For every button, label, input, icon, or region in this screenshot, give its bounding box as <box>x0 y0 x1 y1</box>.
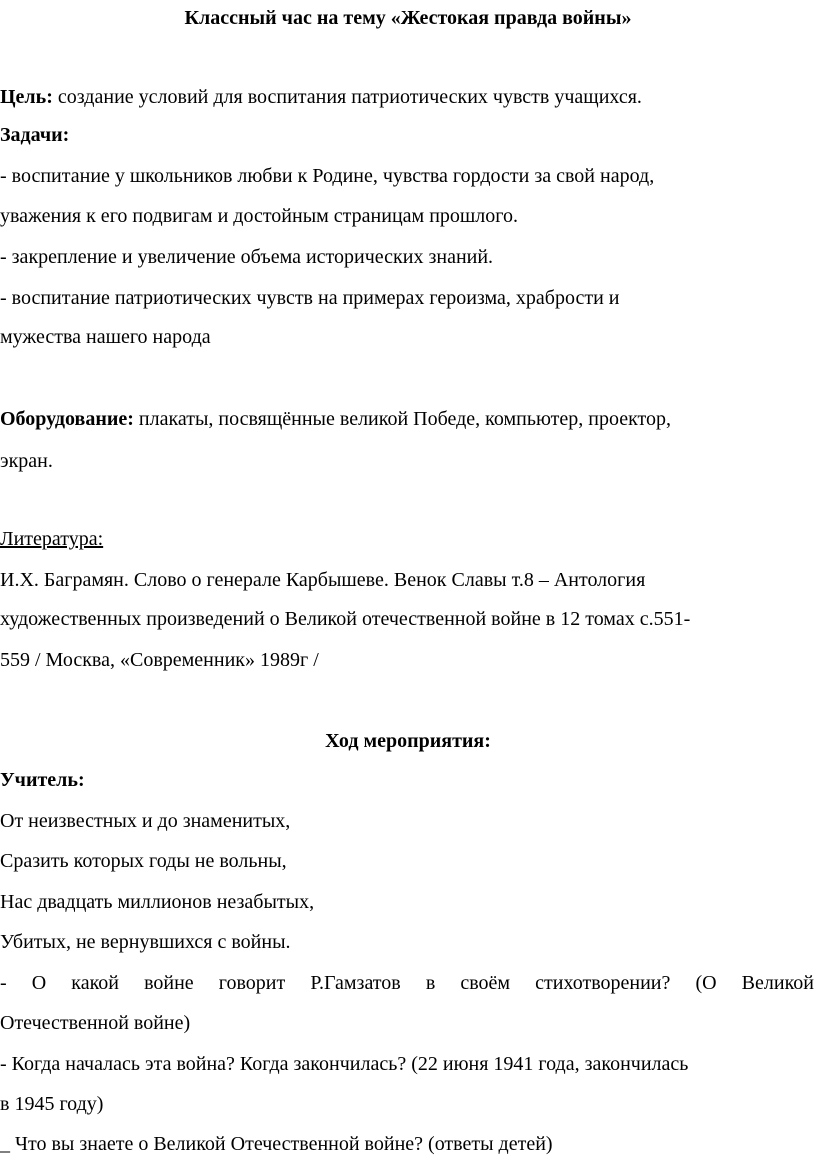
equipment-label: Оборудование: <box>0 408 134 430</box>
literature-line: 559 / Москва, «Современник» 1989г / <box>0 649 319 671</box>
equipment-paragraph <box>0 409 671 429</box>
poem-line: Нас двадцать миллионов незабытых, <box>0 891 315 913</box>
task-line: уважения к его подвигам и достойным страницам прошлого. <box>0 205 518 227</box>
course-heading: Ход мероприятия: <box>325 730 491 752</box>
document-title: Классный час на тему «Жестокая правда войны» <box>184 7 632 29</box>
poem-line: От неизвестных и до знаменитых, <box>0 810 291 832</box>
goal-paragraph <box>0 87 642 107</box>
task-line: - воспитание патриотических чувств на примерах героизма, храбрости и <box>0 287 620 309</box>
task-line: - воспитание у школьников любви к Родине, чувства гордости за свой народ, <box>0 165 655 187</box>
poem-line: Убитых, не вернувшихся с войны. <box>0 931 291 953</box>
equipment-text: плакаты, посвящённые великой Победе, компьютер, проектор, <box>133 408 672 430</box>
goal-label: Цель: <box>0 86 53 108</box>
question-line: - Когда началась эта война? Когда закончилась? (22 июня 1941 года, закончилась <box>0 1053 689 1075</box>
question-line: _ Что вы знаете о Великой Отечественной войне? (ответы детей) <box>0 1133 553 1155</box>
poem-line: Сразить которых годы не вольны, <box>0 850 287 872</box>
literature-label: Литература: <box>0 528 104 550</box>
literature-line: И.Х. Баграмян. Слово о генерале Карбышеве. Венок Славы т.8 – Антология <box>0 569 646 591</box>
task-line: - закрепление и увеличение объема исторических знаний. <box>0 246 494 268</box>
question-line: в 1945 году) <box>0 1093 104 1115</box>
equipment-text-cont: экран. <box>0 450 53 472</box>
literature-line: художественных произведений о Великой отечественной войне в 12 томах с.551- <box>0 608 691 630</box>
question-line: - О какой войне говорит Р.Гамзатов в своём стихотворении? (О Великой <box>0 972 814 994</box>
task-line: мужества нашего народа <box>0 326 211 348</box>
question-line: Отечественной войне) <box>0 1012 191 1034</box>
goal-text: создание условий для воспитания патриотических чувств учащихся. <box>52 86 642 108</box>
tasks-label: Задачи: <box>0 124 70 146</box>
teacher-label: Учитель: <box>0 769 85 791</box>
